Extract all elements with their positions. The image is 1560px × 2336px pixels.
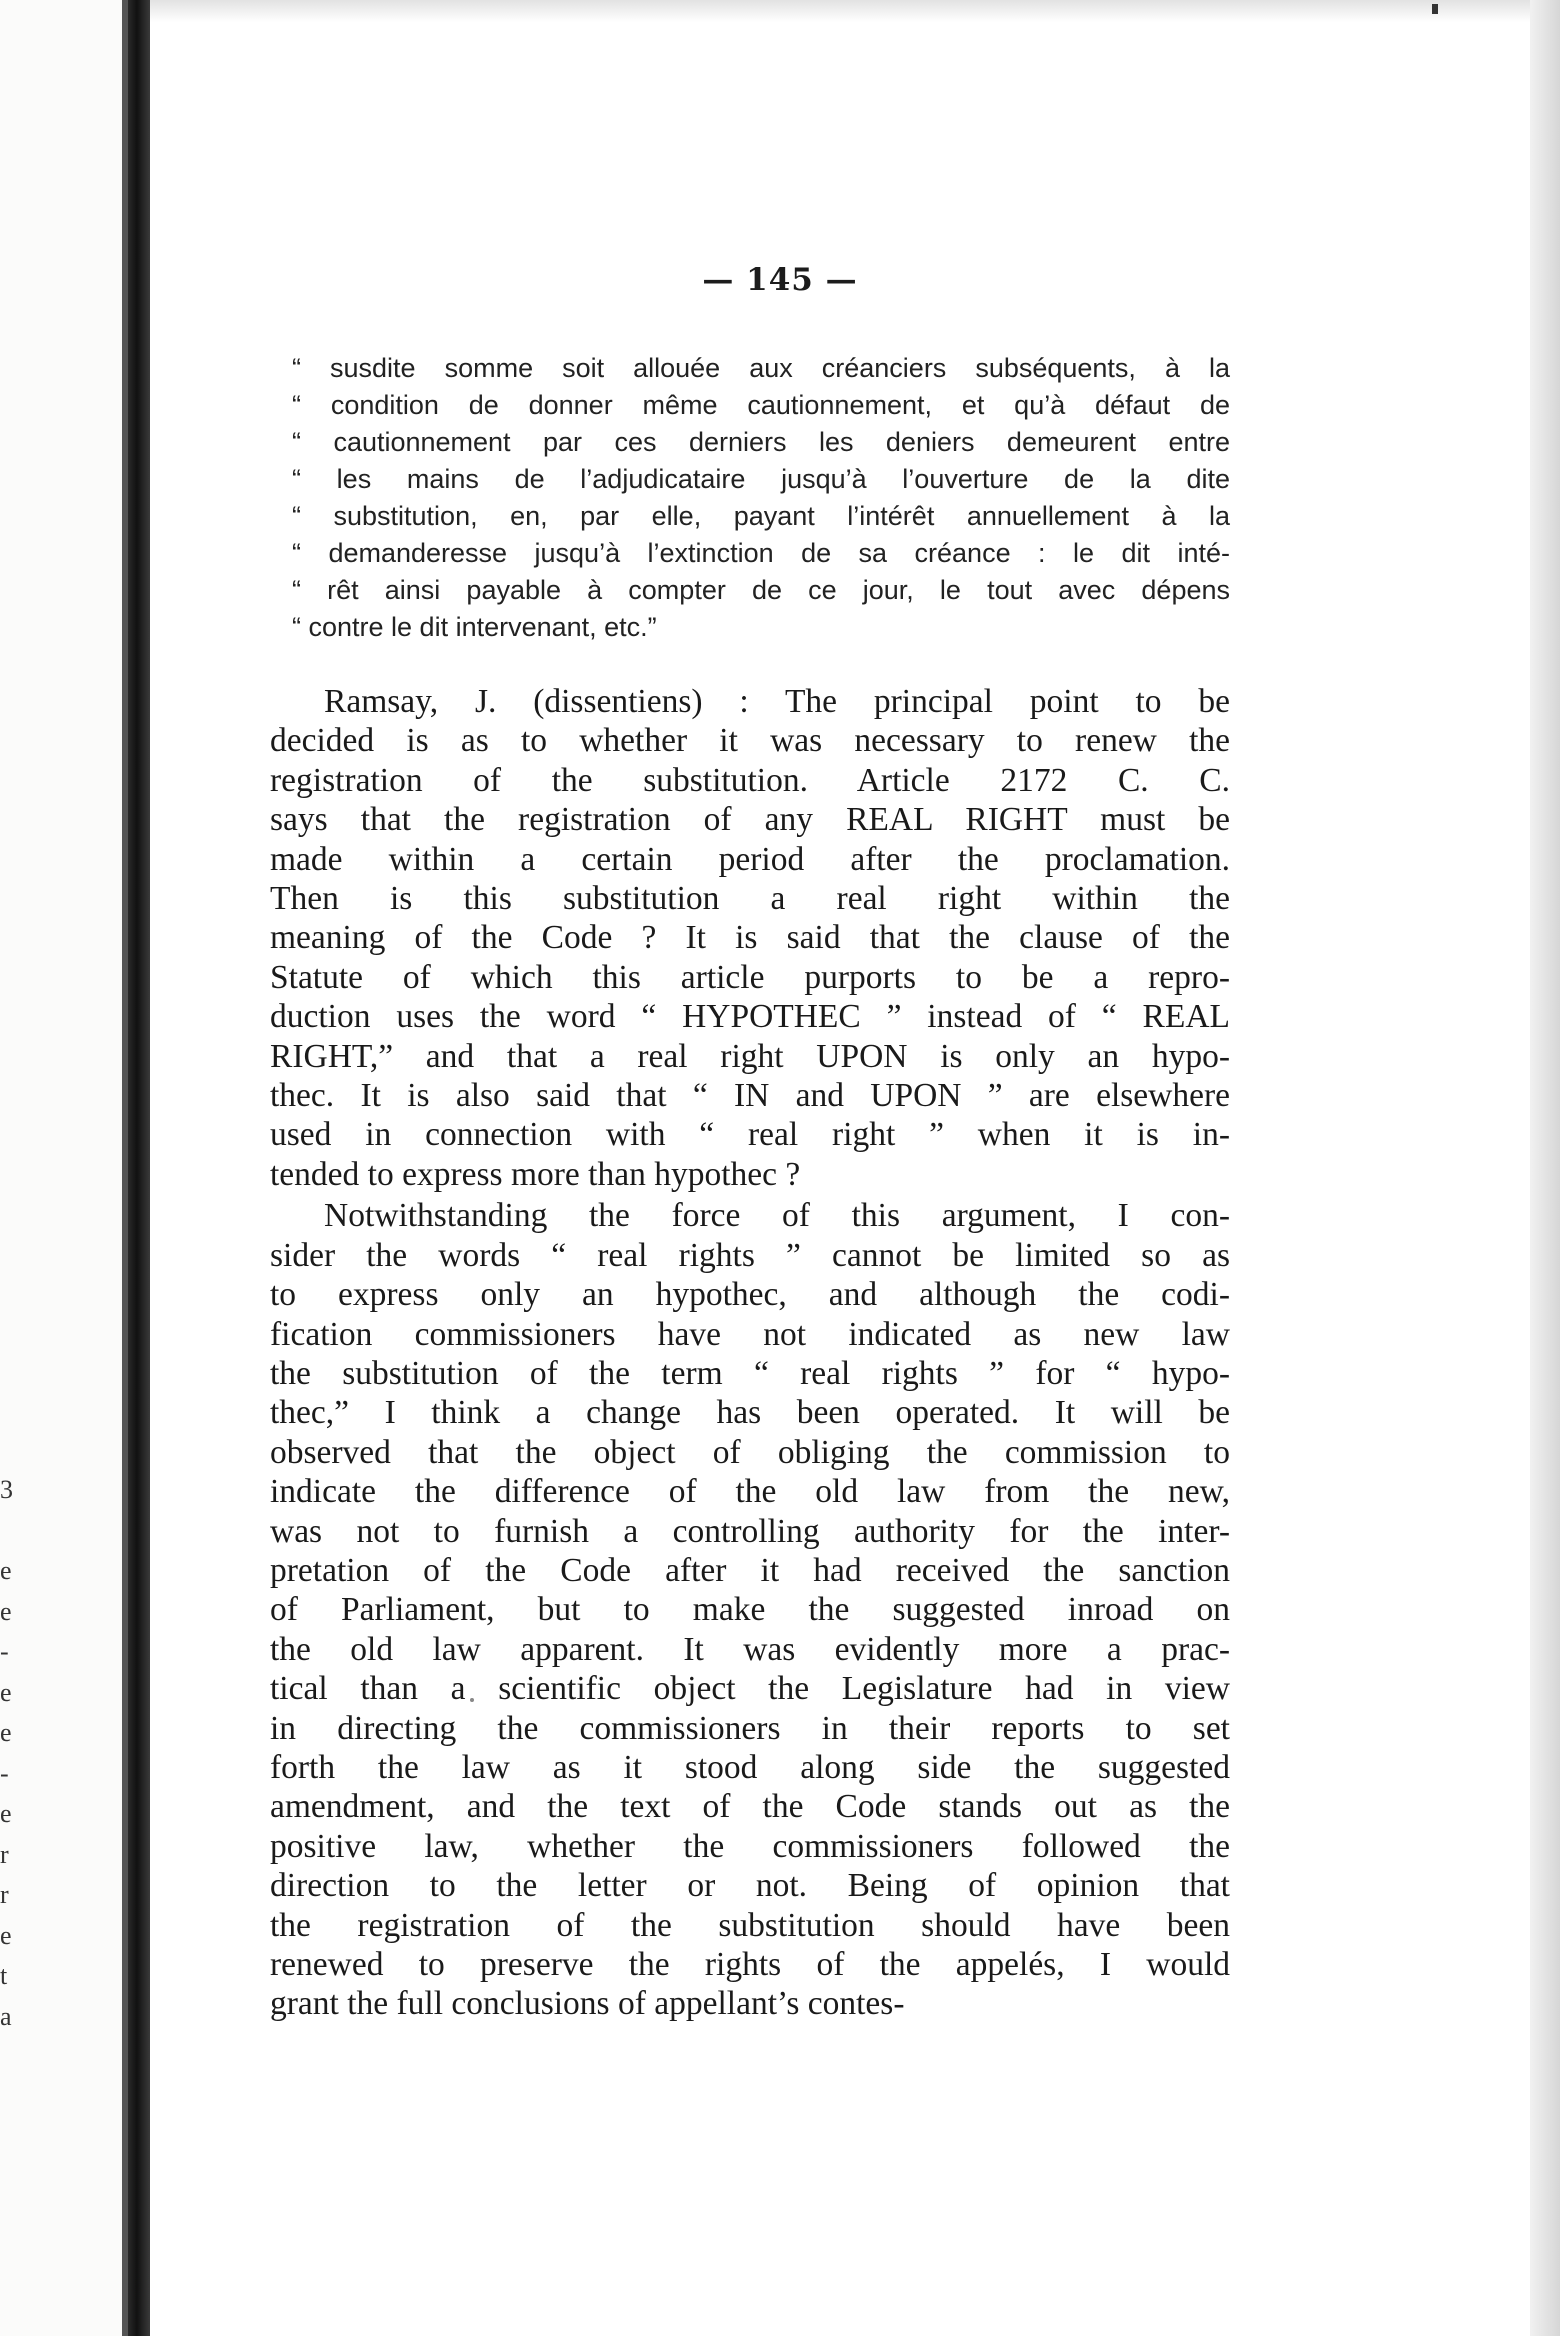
margin-letter: r: [0, 1880, 9, 1909]
para1-lines-line: made within a certain period after the proclamation.: [270, 840, 1230, 878]
para1-lines-line: thec. It is also said that “ IN and UPON ” are elsewhere: [270, 1077, 1230, 1115]
margin-letter: -: [0, 1637, 9, 1666]
top-shadow: [150, 0, 1530, 22]
para1-lines-line: duction uses the word “ HYPOTHEC ” instead of “ REAL: [270, 998, 1230, 1036]
para1-lines-line: used in connection with “ real right ” when it is in-: [270, 1116, 1230, 1154]
para2-lines-line: the substitution of the term “ real rights ” for “ hypo-: [270, 1354, 1230, 1392]
quote-lines-line: “ rêt ainsi payable à compter de ce jour, le tout avec dépens: [292, 575, 1230, 605]
right-page-edge: [1530, 0, 1560, 2336]
quote-lines-line: “ les mains de l’adjudicataire jusqu’à l’ouverture de la dite: [292, 464, 1230, 494]
quote-lines-line: “ demanderesse jusqu’à l’extinction de sa créance : le dit inté-: [292, 538, 1230, 568]
para2-lines-line: pretation of the Code after it had received the sanction: [270, 1551, 1230, 1589]
para1-lines-line: Ramsay, J. (dissentiens) : The principal point to be: [324, 683, 1230, 720]
margin-letter: r: [0, 1839, 9, 1869]
book-spine: [128, 0, 150, 2336]
para2-lines-line: was not to furnish a controlling authority for the inter-: [270, 1512, 1230, 1550]
para2-lines-line: renewed to preserve the rights of the appelés, I would: [270, 1946, 1230, 1983]
scan-mark: [1432, 4, 1438, 14]
margin-letter: 3: [0, 1475, 13, 1504]
page-number: — 145 —: [702, 262, 858, 298]
facing-page-margin-letters: [0, 1470, 24, 2037]
para2-lines-line: tical than a scientific object the Legislature had in view: [270, 1670, 1230, 1708]
para1-lines-line: Then is this substitution a real right within the: [270, 880, 1230, 918]
margin-letter: e: [0, 1718, 12, 1747]
paragraph-ramsay-opinion: [270, 682, 1230, 1194]
para1-lines-line: Statute of which this article purports to be a repro-: [270, 958, 1230, 996]
para2-lines-line: thec,” I think a change has been operated. It will be: [270, 1394, 1230, 1432]
para2-lines-line: direction to the letter or not. Being of opinion that: [270, 1867, 1230, 1905]
para1-lines-line: meaning of the Code ? It is said that the clause of the: [270, 919, 1230, 957]
para2-lines-line: fication commissioners have not indicated as new law: [270, 1315, 1230, 1353]
quote-lines-line: “ susdite somme soit allouée aux créanciers subséquents, à la: [292, 353, 1230, 383]
para2-lines-line: of Parliament, but to make the suggested inroad on: [270, 1591, 1230, 1629]
french-quotation: [292, 350, 1230, 646]
paragraph-notwithstanding: [270, 1196, 1230, 2024]
para1-lines-line: registration of the substitution. Article 2172 C. C.: [270, 761, 1230, 799]
para2-lines-line: in directing the commissioners in their reports to set: [270, 1709, 1230, 1747]
para1-lines-line: RIGHT,” and that a real right UPON is only an hypo-: [270, 1037, 1230, 1075]
quote-lines-line: “ substitution, en, par elle, payant l’intérêt annuellement à la: [292, 501, 1230, 531]
margin-letter: e: [0, 1556, 12, 1585]
margin-letter: a: [0, 2001, 12, 2031]
margin-letter: -: [0, 1758, 9, 1788]
margin-letter: e: [0, 1596, 12, 1626]
margin-letter: e: [0, 1799, 12, 1828]
para2-lines-line: grant the full conclusions of appellant’s contes-: [270, 1985, 905, 2023]
para2-lines-line: indicate the difference of the old law from the new,: [270, 1473, 1230, 1511]
para2-lines-line: Notwithstanding the force of this argument, I con-: [324, 1197, 1230, 1235]
margin-letter: e: [0, 1677, 12, 1707]
para2-lines-line: to express only an hypothec, and although the codi-: [270, 1276, 1230, 1314]
para1-lines-line: decided is as to whether it was necessary to renew the: [270, 722, 1230, 760]
para2-lines-line: positive law, whether the commissioners followed the: [270, 1827, 1230, 1865]
para2-lines-line: the registration of the substitution should have been: [270, 1906, 1230, 1944]
margin-letter: e: [0, 1920, 12, 1950]
margin-letter: [0, 1511, 24, 1552]
quote-lines-line: “ condition de donner même cautionnement, et qu’à défaut de: [292, 390, 1230, 420]
para2-lines-line: sider the words “ real rights ” cannot be limited so as: [270, 1236, 1230, 1274]
para1-lines-line: tended to express more than hypothec ?: [270, 1155, 801, 1193]
para2-lines-line: observed that the object of obliging the commission to: [270, 1433, 1230, 1471]
quote-lines-line: “ cautionnement par ces derniers les deniers demeurent entre: [292, 427, 1230, 457]
para2-lines-line: the old law apparent. It was evidently more a prac-: [270, 1630, 1230, 1668]
margin-letter: t: [0, 1961, 8, 1990]
para2-lines-line: forth the law as it stood along side the suggested: [270, 1748, 1230, 1786]
quote-lines-line: “ contre le dit intervenant, etc.”: [292, 612, 657, 642]
para2-lines-line: amendment, and the text of the Code stands out as the: [270, 1788, 1230, 1826]
para1-lines-line: says that the registration of any REAL RIGHT must be: [270, 801, 1230, 839]
book-page: [270, 262, 1230, 2024]
